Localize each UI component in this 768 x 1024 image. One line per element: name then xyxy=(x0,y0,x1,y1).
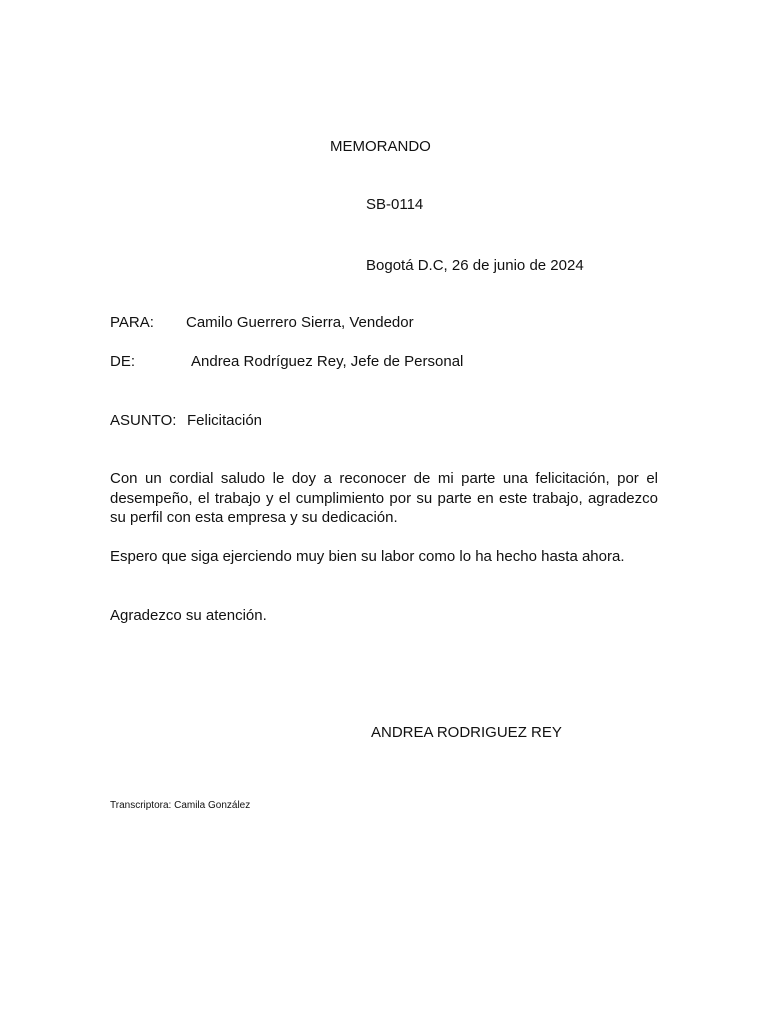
para-value: Camilo Guerrero Sierra, Vendedor xyxy=(186,314,414,331)
body-paragraph-1: Con un cordial saludo le doy a reconocer de mi parte una felicitación, por el desempeño, el trabajo y el cumplimiento por su parte en este trabajo, agradezco su perfil con esta empresa y su dedicación. xyxy=(110,470,658,526)
memo-code: SB-0114 xyxy=(366,196,424,213)
signature-name: ANDREA RODRIGUEZ REY xyxy=(371,724,562,741)
body-paragraph-2: Espero que siga ejerciendo muy bien su labor como lo ha hecho hasta ahora. xyxy=(110,548,625,565)
memo-title: MEMORANDO xyxy=(330,138,431,155)
asunto-value: Felicitación xyxy=(187,412,263,429)
asunto-label: ASUNTO: xyxy=(110,412,177,429)
para-label: PARA: xyxy=(110,314,154,331)
transcriber-note: Transcriptora: Camila González xyxy=(110,800,251,811)
memo-date: Bogotá D.C, 26 de junio de 2024 xyxy=(366,257,584,274)
body-paragraph-3: Agradezco su atención. xyxy=(110,607,267,624)
de-value: Andrea Rodríguez Rey, Jefe de Personal xyxy=(191,353,464,370)
de-label: DE: xyxy=(110,353,136,370)
